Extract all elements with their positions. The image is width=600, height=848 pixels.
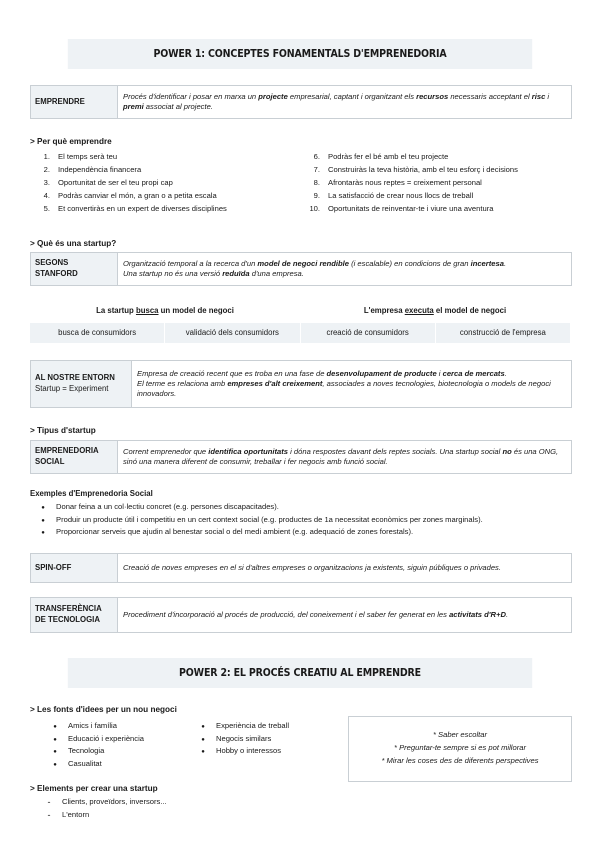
list-text: Afrontaràs nous reptes = creixement personal bbox=[328, 178, 482, 187]
definition-label: AL NOSTRE ENTORN Startup = Experiment bbox=[31, 361, 132, 407]
bullet-icon: - bbox=[47, 809, 51, 820]
section-heading-why: > Per què emprendre bbox=[30, 137, 112, 146]
sources-list-left bbox=[42, 721, 192, 771]
definition-spinoff bbox=[30, 553, 572, 583]
definition-stanford bbox=[30, 252, 572, 286]
definition-label: TRANSFERÈNCIA DE TECNOLOGIA bbox=[31, 598, 118, 632]
list-text: Et convertiràs en un expert de diverses disciplines bbox=[58, 204, 227, 213]
definition-label: EMPRENDRE bbox=[31, 86, 118, 118]
definition-text: Organització temporal a la recerca d'un model de negoci rendible (i escalable) en condicions de gran incertesa. Una startup no és una versió reduïda d'una empresa. bbox=[123, 258, 507, 278]
list-number: 7. bbox=[313, 165, 320, 174]
bullet-icon: ● bbox=[53, 724, 57, 730]
list-number: 8. bbox=[313, 178, 320, 187]
list-number: 10. bbox=[309, 204, 320, 213]
list-text: Casualitat bbox=[68, 758, 102, 768]
list-item bbox=[36, 797, 236, 810]
list-item bbox=[28, 152, 298, 165]
section-heading-startup: > Què és una startup? bbox=[30, 239, 117, 248]
definition-emprendre bbox=[30, 85, 572, 119]
list-item bbox=[190, 746, 340, 759]
definition-text: Empresa de creació recent que es troba en una fase de desenvolupament de producte i cerca de mercats. El terme es relaciona amb empreses d'alt creixement, associades a noves tecnologies, biotecnologia o models de negoci innovadors. bbox=[137, 368, 551, 399]
list-item bbox=[36, 810, 236, 823]
bullet-icon: - bbox=[47, 797, 51, 807]
list-text: Proporcionar serveis que ajudin al benestar social o del medi ambient (e.g. adequació de zones forestals). bbox=[56, 527, 414, 536]
bullet-icon: ● bbox=[53, 761, 57, 768]
list-text: Amics i família bbox=[68, 721, 117, 730]
list-text: Podràs canviar el món, a gran o a petita escala bbox=[58, 191, 217, 200]
definition-text: Corrent emprenedor que identifica oportunitats i dóna respostes davant dels reptes socials. Una startup social no és una ONG, sinó una manera diferent de consumir, treballar i fer negocis amb funció social. bbox=[123, 446, 559, 466]
list-item bbox=[298, 191, 578, 204]
bullet-icon: ● bbox=[53, 736, 57, 743]
model-heading-startup: La startup busca un model de negoci bbox=[96, 306, 234, 315]
sources-list-right bbox=[190, 721, 340, 759]
list-text: Tecnologia bbox=[68, 746, 105, 755]
model-headings bbox=[30, 306, 570, 317]
list-item bbox=[28, 178, 298, 191]
list-text: Oportunitat de ser el teu propi cap bbox=[58, 178, 173, 187]
list-text: Clients, proveïdors, inversors... bbox=[62, 797, 167, 806]
list-item bbox=[298, 178, 578, 191]
definition-social bbox=[30, 440, 572, 474]
list-number: 5. bbox=[43, 204, 50, 213]
definition-label: SPIN-OFF bbox=[31, 554, 118, 582]
list-item bbox=[28, 165, 298, 178]
list-text: Podràs fer el bé amb el teu projecte bbox=[328, 152, 449, 161]
definition-transfer bbox=[30, 597, 572, 633]
model-heading-empresa: L'empresa executa el model de negoci bbox=[363, 306, 507, 315]
section-heading-sources: > Les fonts d'idees per un nou negoci bbox=[30, 705, 177, 714]
tip-line: * Mirar les coses des de diferents perspectives bbox=[381, 755, 539, 765]
power2-title: POWER 2: EL PROCÉS CREATIU AL EMPRENDRE bbox=[68, 658, 532, 688]
definition-text: Procés d'identificar i posar en marxa un projecte empresarial, captant i organitzant els recursos necessaris acceptant el risc i premi associat al projecte. bbox=[123, 91, 550, 111]
model-step-cell: busca de consumidors bbox=[58, 327, 137, 337]
examples-heading: Exemples d'Emprenedoria Social bbox=[30, 489, 153, 498]
list-text: Produir un producte útil i competitiu en un cert context social (e.g. productes de 1a necessitat econòmics per zones marginals). bbox=[56, 514, 483, 524]
bullet-icon: ● bbox=[53, 749, 57, 755]
model-step-cell: creació de consumidors bbox=[300, 323, 435, 343]
tips-box bbox=[348, 716, 572, 782]
list-item bbox=[42, 759, 192, 772]
list-text: Construiràs la teva història, amb el teu esforç i decisions bbox=[328, 165, 518, 174]
elements-list bbox=[36, 797, 236, 822]
list-text: Negocis similars bbox=[216, 733, 272, 743]
list-item bbox=[190, 721, 340, 734]
list-number: 1. bbox=[43, 152, 50, 161]
list-number: 4. bbox=[43, 191, 50, 200]
list-text: Educació i experiència bbox=[68, 733, 144, 743]
definition-label: SEGONS STANFORD bbox=[31, 253, 118, 285]
list-item bbox=[30, 515, 575, 528]
list-text: L'entorn bbox=[62, 809, 90, 819]
definition-text: Procediment d'incorporació al procés de producció, del coneixement i el saber fer generat en les activitats d'R+D. bbox=[123, 609, 509, 619]
list-item bbox=[298, 165, 578, 178]
why-list-left bbox=[28, 152, 298, 217]
bullet-icon: ● bbox=[201, 724, 205, 730]
list-number: 2. bbox=[43, 165, 50, 174]
list-text: El temps serà teu bbox=[58, 152, 118, 161]
section-heading-elements: > Elements per crear una startup bbox=[30, 784, 158, 793]
list-text: Hobby o interessos bbox=[216, 746, 282, 755]
tip-line: * Saber escoltar bbox=[432, 729, 488, 739]
bullet-icon: ● bbox=[41, 517, 45, 524]
list-text: Donar feina a un col·lectiu concret (e.g. persones discapacitades). bbox=[56, 502, 279, 511]
list-item bbox=[42, 746, 192, 759]
list-item bbox=[42, 734, 192, 747]
list-item bbox=[30, 502, 575, 515]
bullet-icon: ● bbox=[41, 530, 45, 536]
model-steps-row bbox=[30, 323, 570, 343]
definition-entorn bbox=[30, 360, 572, 408]
definition-label: EMPRENEDORIA SOCIAL bbox=[31, 441, 118, 473]
list-number: 6. bbox=[313, 152, 320, 161]
why-list-right bbox=[298, 152, 578, 217]
list-item bbox=[298, 204, 578, 217]
list-text: Oportunitats de reinventar-te i viure una aventura bbox=[328, 204, 494, 213]
definition-text: Creació de noves empreses en el si d'altres empreses o organitzacions ja existents, siguin públiques o privades. bbox=[123, 562, 501, 572]
bullet-icon: ● bbox=[201, 736, 205, 743]
section-heading-types: > Tipus d'startup bbox=[30, 426, 96, 435]
tip-line: * Preguntar-te sempre si es pot millorar bbox=[394, 742, 526, 752]
examples-list bbox=[30, 502, 575, 540]
list-number: 3. bbox=[43, 178, 50, 187]
list-item bbox=[28, 191, 298, 204]
list-text: Experiència de treball bbox=[216, 721, 290, 730]
model-step-cell: validació dels consumidors bbox=[164, 323, 299, 343]
list-item bbox=[42, 721, 192, 734]
list-item bbox=[190, 734, 340, 747]
list-text: La satisfacció de crear nous llocs de treball bbox=[328, 191, 474, 200]
list-text: Independència financera bbox=[58, 165, 142, 174]
list-item bbox=[298, 152, 578, 165]
model-step-cell: construcció de l'empresa bbox=[435, 323, 570, 343]
list-item bbox=[28, 204, 298, 217]
bullet-icon: ● bbox=[41, 505, 45, 511]
list-item bbox=[30, 527, 575, 540]
bullet-icon: ● bbox=[201, 749, 205, 755]
power1-title: POWER 1: CONCEPTES FONAMENTALS D'EMPRENEDORIA bbox=[68, 39, 532, 69]
list-number: 9. bbox=[313, 191, 320, 200]
